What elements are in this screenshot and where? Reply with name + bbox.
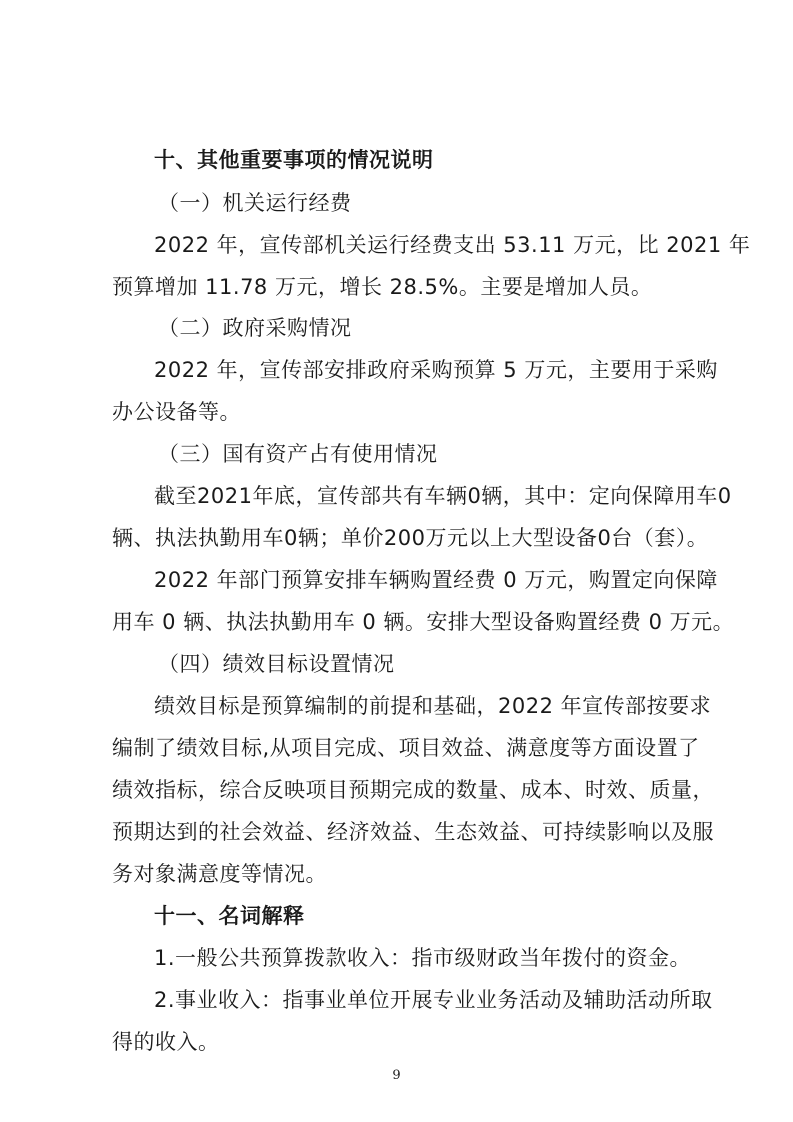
paragraph-line: 务对象满意度等情况。 xyxy=(112,862,327,886)
paragraph-line: 2022 年，宣传部机关运行经费支出 53.11 万元，比 2021 年 xyxy=(154,233,751,257)
section-10-1-title: （一）机关运行经费 xyxy=(158,191,352,215)
paragraph-line: 用车 0 辆、执法执勤用车 0 辆。安排大型设备购置经费 0 万元。 xyxy=(112,610,735,634)
paragraph-line: 辆、执法执勤用车0辆；单价200万元以上大型设备0台（套）。 xyxy=(112,526,709,550)
section-10-3-title: （三）国有资产占有使用情况 xyxy=(158,442,438,466)
paragraph-line: 办公设备等。 xyxy=(112,400,241,424)
paragraph-line: 预期达到的社会效益、经济效益、生态效益、可持续影响以及服 xyxy=(112,820,714,844)
paragraph-line: 绩效目标是预算编制的前提和基础，2022 年宣传部按要求 xyxy=(154,694,712,718)
page-number: 9 xyxy=(392,1068,401,1083)
section-11-title: 十一、名词解释 xyxy=(154,904,305,928)
paragraph-line: 1.一般公共预算拨款收入：指市级财政当年拨付的资金。 xyxy=(154,946,692,970)
paragraph-line: 绩效指标，综合反映项目预期完成的数量、成本、时效、质量， xyxy=(112,778,714,802)
paragraph-line: 2022 年，宣传部安排政府采购预算 5 万元，主要用于采购 xyxy=(154,358,718,382)
paragraph-line: 2022 年部门预算安排车辆购置经费 0 万元，购置定向保障 xyxy=(154,568,718,592)
paragraph-line: 得的收入。 xyxy=(112,1030,220,1054)
paragraph-line: 编制了绩效目标,从项目完成、项目效益、满意度等方面设置了 xyxy=(112,736,700,760)
paragraph-line: 预算增加 11.78 万元，增长 28.5%。主要是增加人员。 xyxy=(112,275,653,299)
section-10-title: 十、其他重要事项的情况说明 xyxy=(154,148,434,172)
section-10-2-title: （二）政府采购情况 xyxy=(158,316,352,340)
paragraph-line: 2.事业收入：指事业单位开展专业业务活动及辅助活动所取 xyxy=(154,988,713,1012)
paragraph-line: 截至2021年底，宣传部共有车辆0辆，其中：定向保障用车0 xyxy=(154,484,732,508)
section-10-4-title: （四）绩效目标设置情况 xyxy=(158,652,395,676)
